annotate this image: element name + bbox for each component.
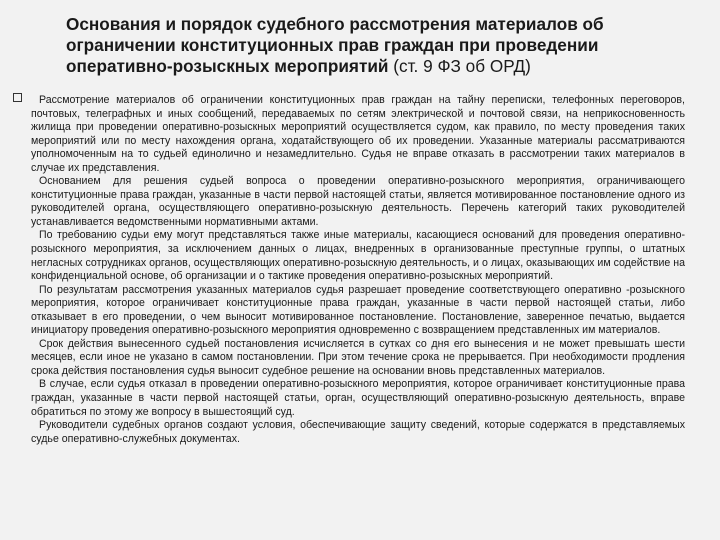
slide-title [66, 14, 686, 77]
paragraph-1: Рассмотрение материалов об ограничении конституционных прав граждан на тайну переписки, телефонных переговоров, почтовых, телеграфных и иных сообщений, передаваемых по сетям электрической и почтовой связи, на неприкосновенность жилища при проведении оперативно-розыскных мероприятий осуществляется судом, как правило, по месту проведения таких мероприятий или по месту нахождения органа, ходатайствующего об их проведении. Указанные материалы рассматриваются уполномоченным на то судьей единолично и незамедлительно. Судья не вправе отказать в рассмотрении таких материалов в случае их представления. [31, 94, 685, 174]
paragraph-6: В случае, если судья отказал в проведении оперативно-розыскного мероприятия, которое ограничивает конституционные права граждан, указанные в части первой настоящей статьи, орган, осуществляющий оперативно-розыскную деятельность, вправе обратиться по этому же вопросу в вышестоящий суд. [31, 378, 685, 418]
paragraph-3: По требованию судьи ему могут представляться также иные материалы, касающиеся оснований для проведения оперативно-розыскного мероприятия, за исключением данных о лицах, внедренных в организованные преступные группы, о штатных негласных сотрудниках органов, осуществляющих оперативно-розыскную деятельность, и о лицах, оказывающих им содействие на конфиденциальной основе, об организации и о тактике проведения оперативно-розыскных мероприятий. [31, 229, 685, 283]
paragraph-2: Основанием для решения судьей вопроса о проведении оперативно-розыскного мероприятия, ограничивающего конституционные права граждан, указанные в части первой настоящей статьи, является мотивированное постановление одного из руководителей органа, осуществляющего оперативно-розыскную деятельность. Перечень категорий таких руководителей устанавливается ведомственными нормативными актами. [31, 175, 685, 228]
square-bullet-icon [13, 93, 22, 102]
paragraph-4: По результатам рассмотрения указанных материалов судья разрешает проведение соответствующего оперативно -розыскного мероприятия, которое ограничивает конституционные права граждан, указанные в части первой настоящей статьи, либо отказывает в его проведении, о чем выносит мотивированное постановление. Постановление, заверенное печатью, выдается инициатору проведения оперативно-розыскного мероприятия одновременно с возвращением представленных им материалов. [31, 283, 685, 337]
slide-body [31, 94, 685, 446]
slide-title-main: Основания и порядок судебного рассмотрения материалов об ограничении конституционных прав граждан при проведении оперативно-розыскных мероприятий [66, 14, 604, 76]
paragraph-5: Срок действия вынесенного судьей постановления исчисляется в сутках со дня его вынесения и не может превышать шести месяцев, если иное не указано в самом постановлении. При этом течение срока не прерывается. При необходимости продления срока действия постановления судья выносит судебное решение на основании вновь представленных материалов. [31, 337, 685, 377]
slide-title-reference: (ст. 9 ФЗ об ОРД) [388, 56, 531, 76]
paragraph-7: Руководители судебных органов создают условия, обеспечивающие защиту сведений, которые содержатся в представляемых судье оперативно-служебных документах. [31, 419, 685, 445]
